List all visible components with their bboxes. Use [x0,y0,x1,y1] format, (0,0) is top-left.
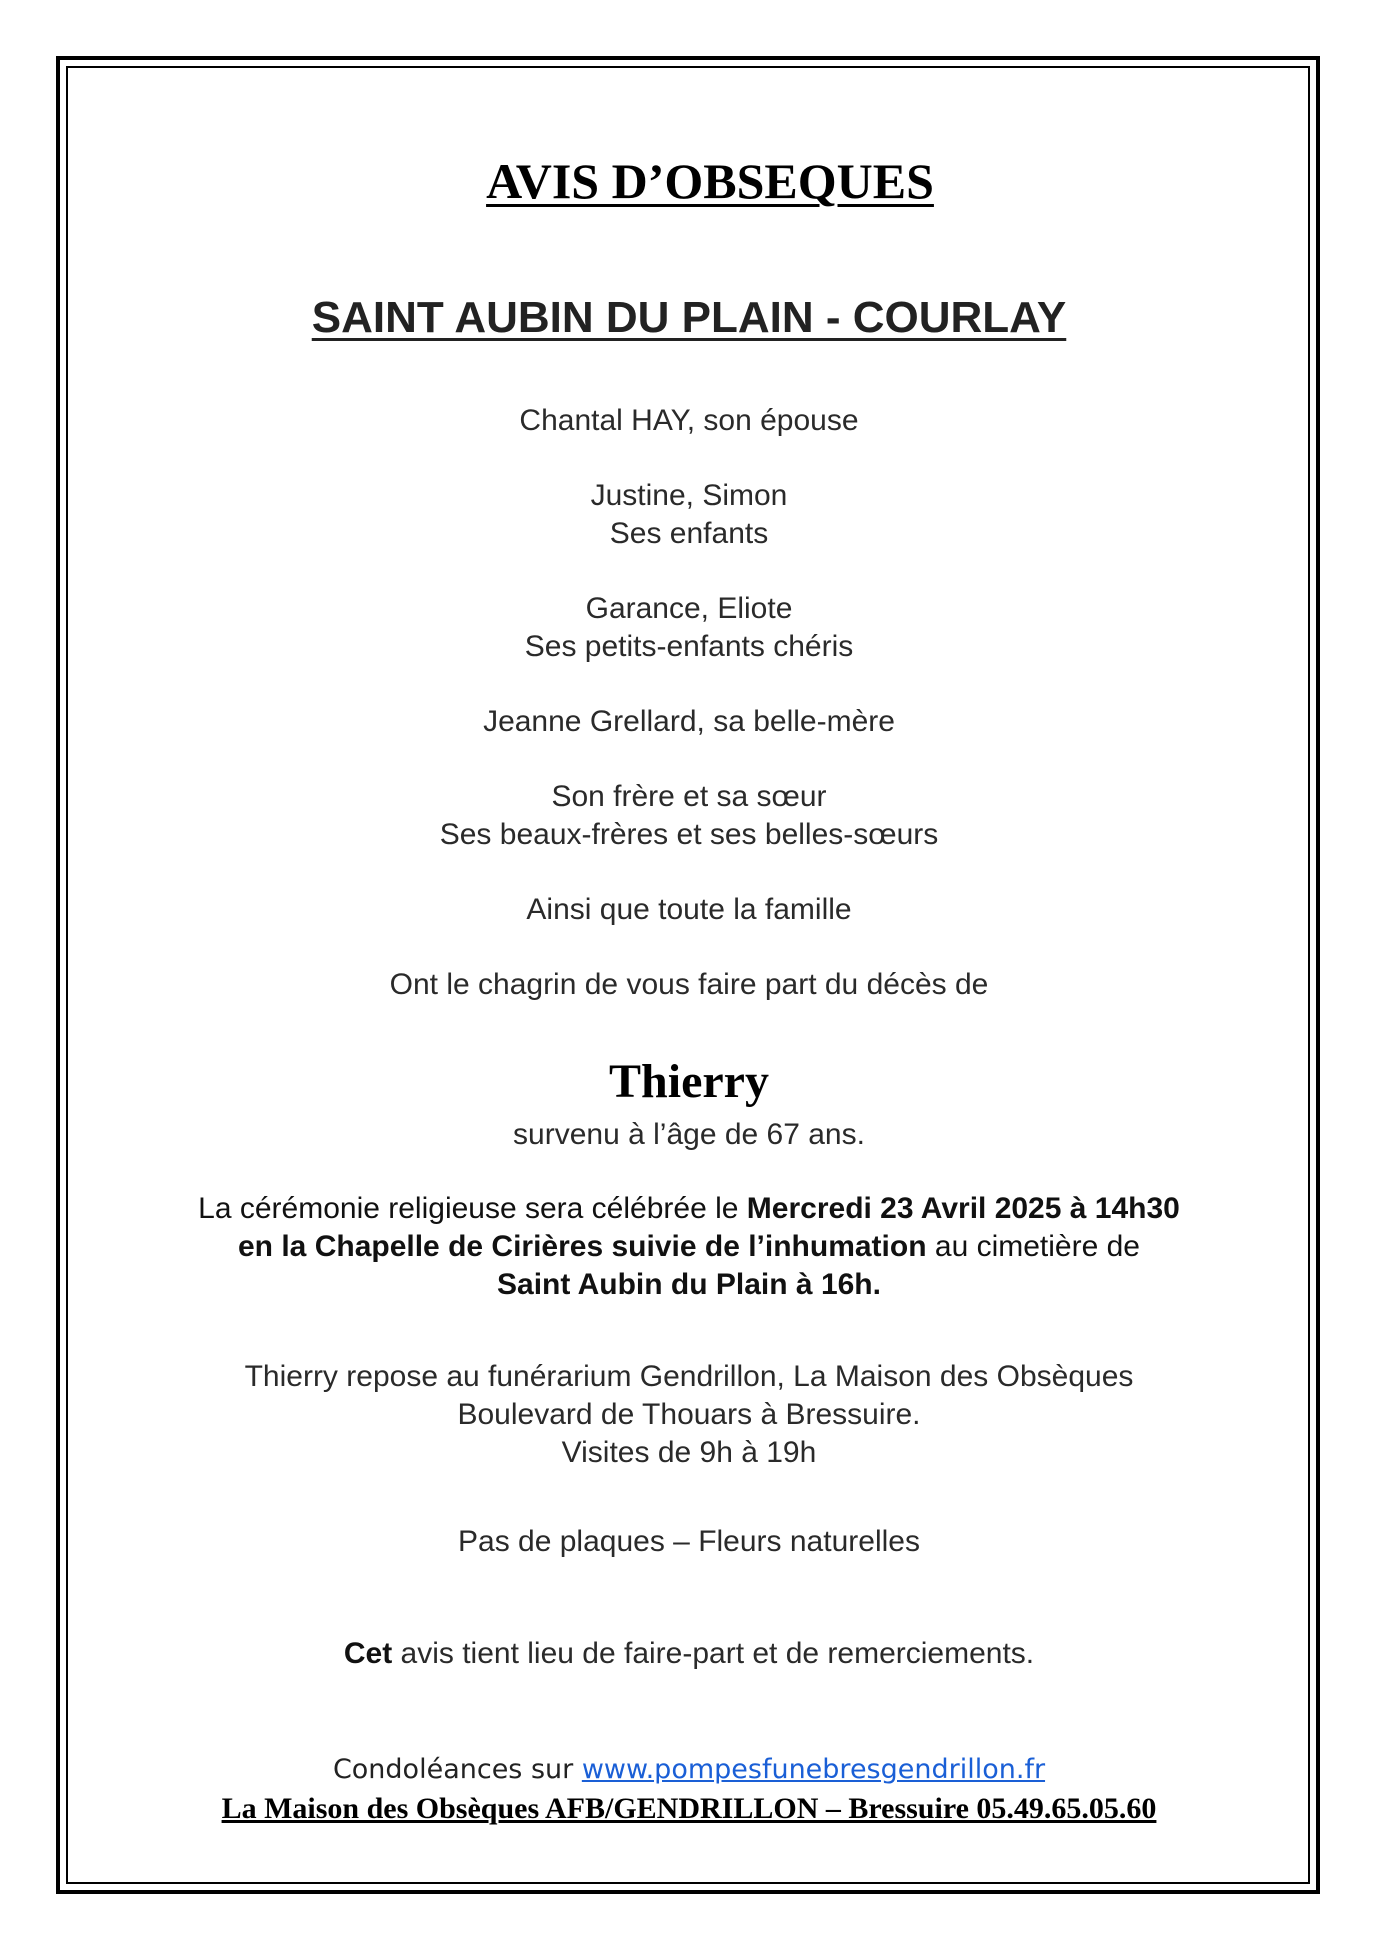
location-heading: SAINT AUBIN DU PLAIN - COURLAY [311,293,1067,342]
ceremony-date: Mercredi 23 Avril 2025 à 14h30 [746,1192,1180,1225]
visits-line: Visites de 9h à 19h [561,1436,817,1469]
wishes-line: Pas de plaques – Fleurs naturelles [458,1525,920,1558]
rest-line-2: Boulevard de Thouars à Bressuire. [457,1398,921,1431]
funeral-home-line: La Maison des Obsèques AFB/GENDRILLON – Bressuire 05.49.65.05.60 [221,1792,1157,1825]
notice-title: AVIS D’OBSEQUES [486,153,934,209]
children-names: Justine, Simon [590,479,788,512]
notice-rest: avis tient lieu de faire-part et de remerciements. [392,1637,1035,1670]
condolences-prefix: Condoléances sur [332,1754,582,1785]
ceremony-cemetery-prefix: au cimetière de [926,1230,1140,1263]
condolences-link[interactable]: www.pompesfunebresgendrillon.fr [581,1754,1046,1785]
notice-line [0,1635,1378,1673]
ceremony-line-2 [0,1228,1378,1266]
children-label: Ses enfants [609,517,769,550]
announcement-line: Ont le chagrin de vous faire part du décès de [389,968,989,1001]
ceremony-prefix: La cérémonie religieuse sera célébrée le [198,1192,747,1225]
notice-bold: Cet [343,1637,393,1670]
family-line: Ainsi que toute la famille [526,893,852,926]
rest-line-1: Thierry repose au funérarium Gendrillon, La Maison des Obsèques [244,1360,1134,1393]
spouse-line: Chantal HAY, son épouse [519,404,859,437]
grandchildren-names: Garance, Eliote [585,592,793,625]
condolences-line [0,1754,1378,1785]
siblings-line: Son frère et sa sœur [551,780,827,813]
ceremony-line-3 [0,1266,1378,1304]
mother-in-law-line: Jeanne Grellard, sa belle-mère [483,705,895,738]
ceremony-cemetery: Saint Aubin du Plain à 16h. [497,1268,881,1301]
deceased-name: Thierry [609,1055,769,1108]
ceremony-place: en la Chapelle de Cirières suivie de l’inhumation [238,1230,927,1263]
ceremony-line-1 [0,1190,1378,1228]
in-laws-line: Ses beaux-frères et ses belles-sœurs [439,818,939,851]
age-line: survenu à l’âge de 67 ans. [513,1118,865,1151]
grandchildren-label: Ses petits-enfants chéris [524,630,854,663]
